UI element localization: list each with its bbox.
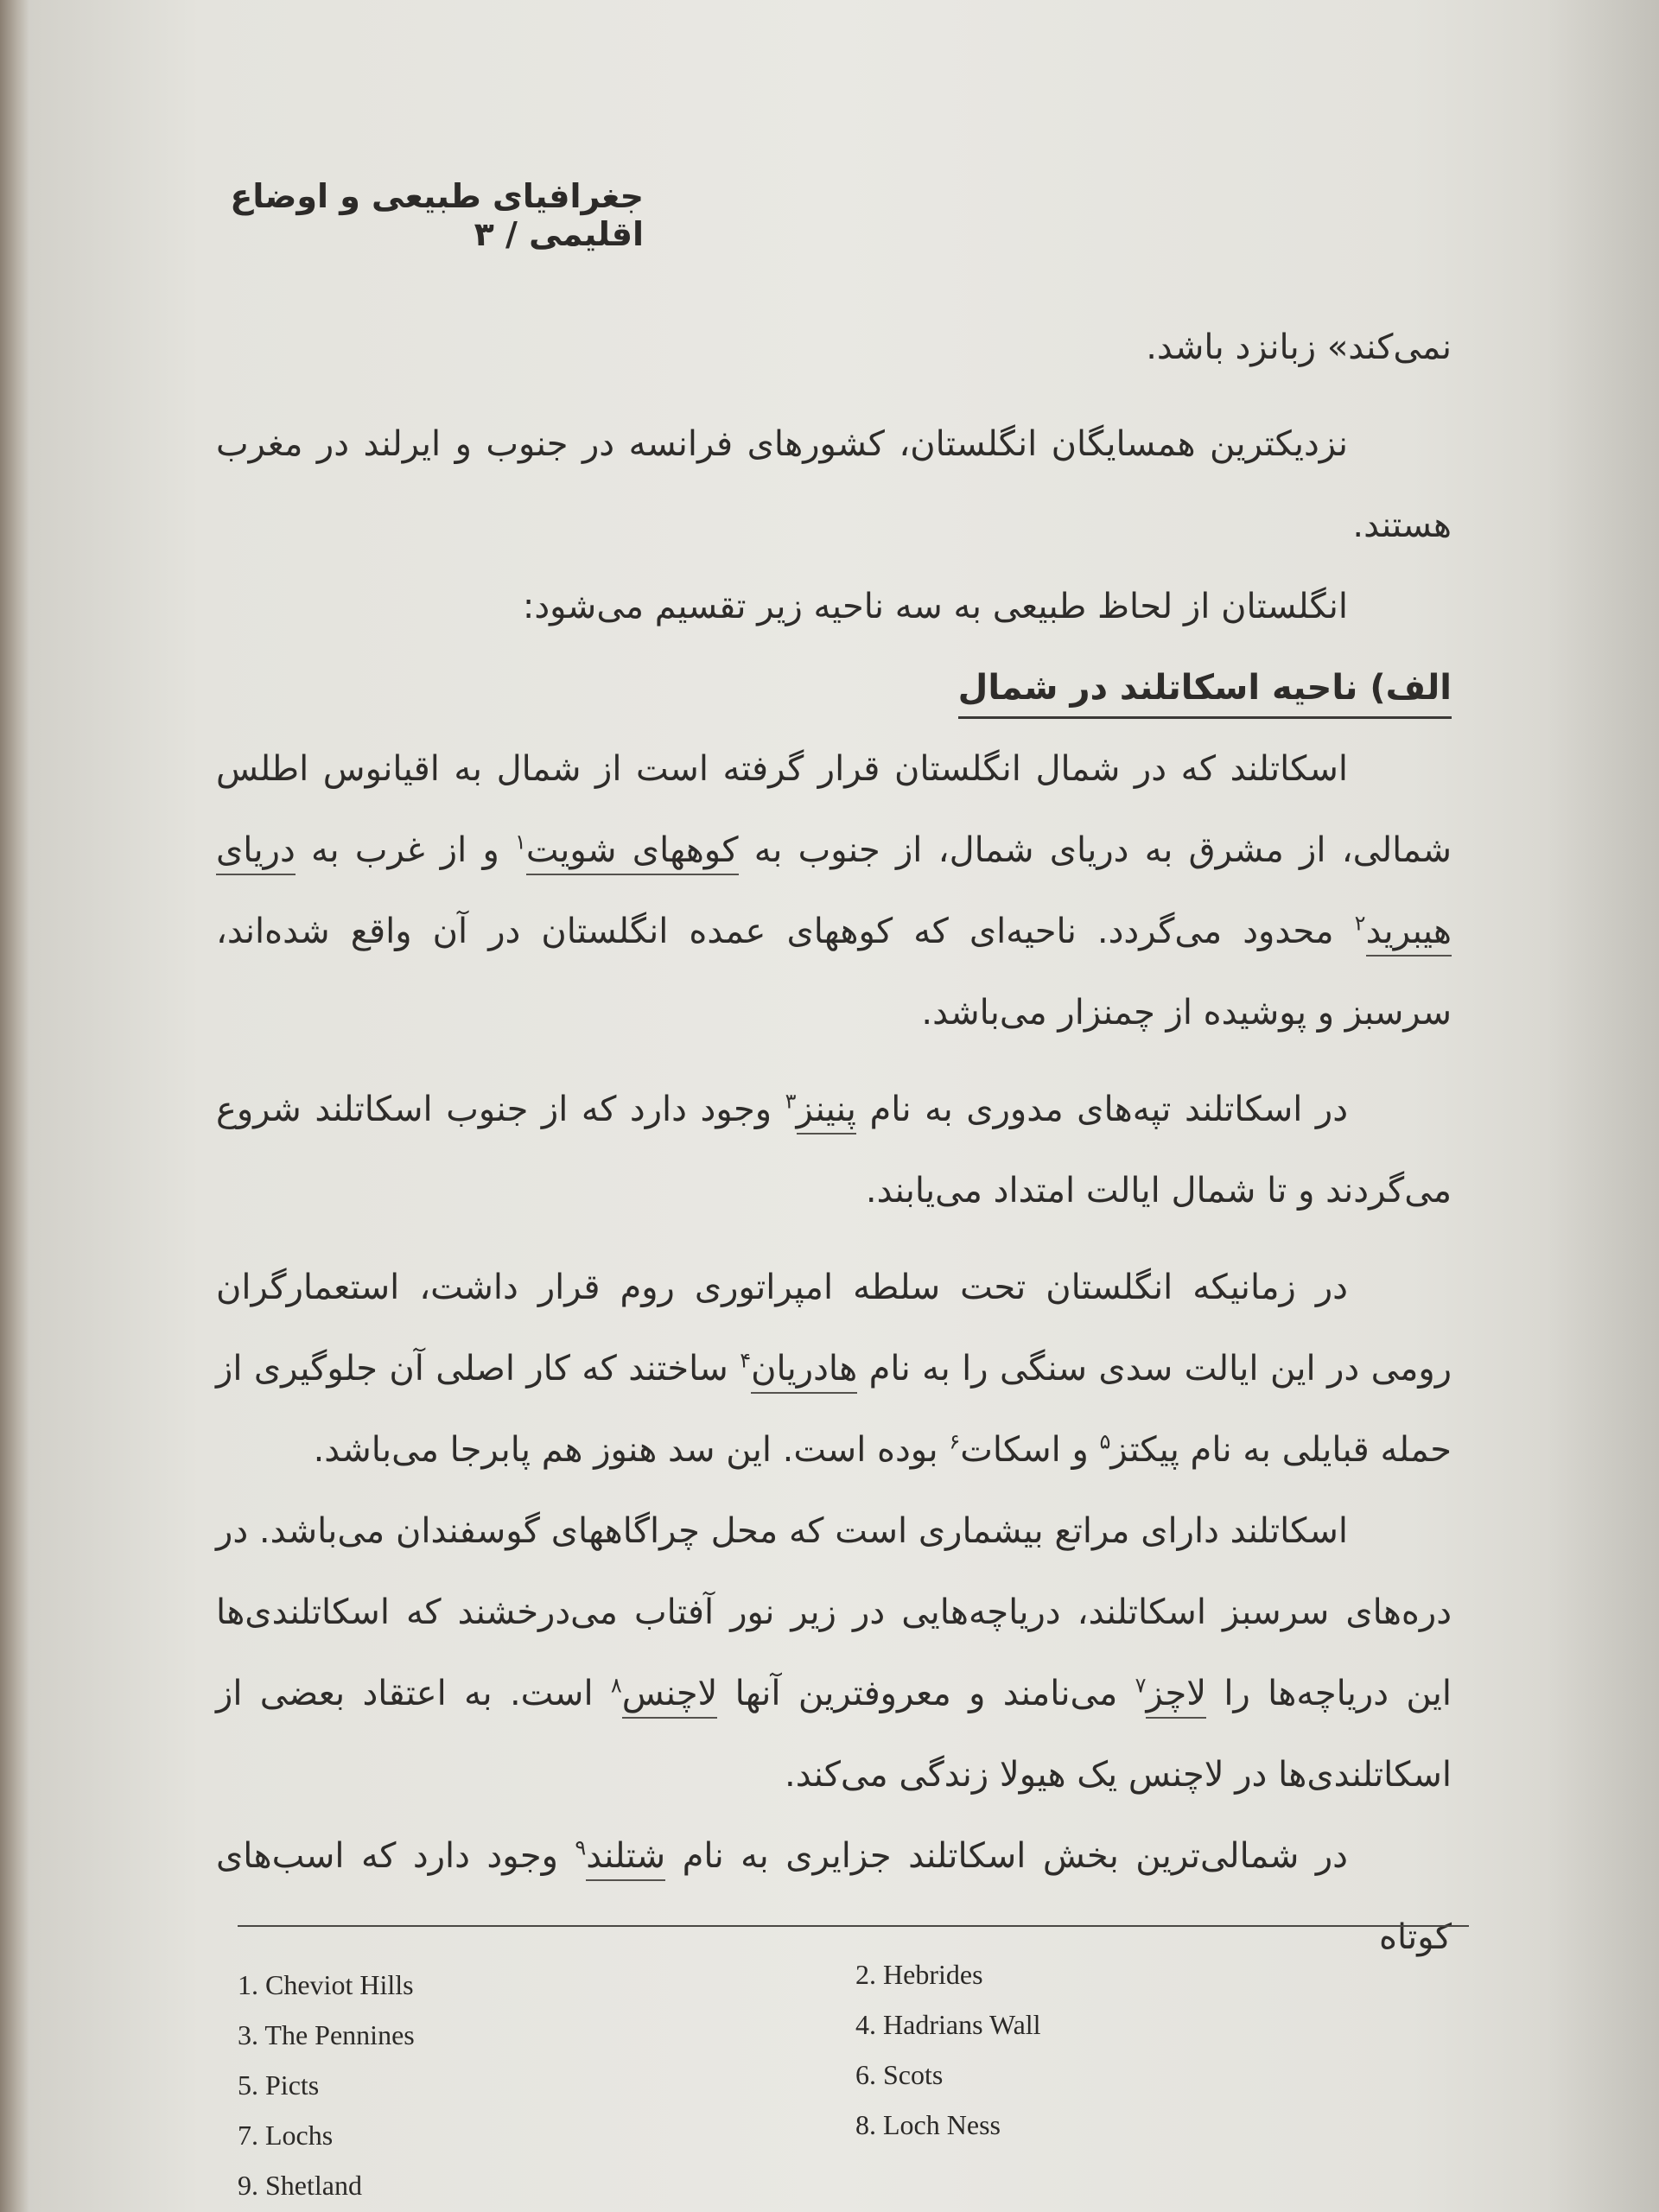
text-run: وجود دارد که اسب‌های کوتاه xyxy=(216,1836,1452,1957)
footnote-ref: ۵ xyxy=(1099,1429,1111,1454)
underlined-term: لاچز xyxy=(1146,1674,1206,1719)
underlined-term: دریای هیبرید xyxy=(216,830,1452,957)
text-run: ساختند که کار اصلی آن جلوگیری از حمله قبایلی به نام پیکتز xyxy=(216,1349,1452,1470)
footnote-ref: ۶ xyxy=(949,1429,961,1454)
text-run: و از غرب به xyxy=(295,830,516,870)
paragraph-6 xyxy=(216,1247,1452,1491)
paragraph-2: نزدیکترین همسایگان انگلستان، کشورهای فرانسه در جنوب و ایرلند در مغرب هستند. xyxy=(216,424,1452,545)
paragraph-1: نمی‌کند» زبانزد باشد. xyxy=(1146,327,1452,367)
text-run: می‌نامند و معروفترین آنها xyxy=(717,1674,1135,1713)
text-run: است. به اعتقاد بعضی از اسکاتلندی‌ها در لاچنس یک هیولا زندگی می‌کند. xyxy=(216,1674,1452,1795)
footnote-ref: ۱ xyxy=(515,830,526,855)
paragraph-3: انگلستان از لحاظ طبیعی به سه ناحیه زیر تقسیم می‌شود: xyxy=(522,587,1348,626)
text-run: در اسکاتلند تپه‌های مدوری به نام xyxy=(855,1090,1349,1129)
page-binding-edge xyxy=(0,0,29,2212)
footnote-ref: ۳ xyxy=(785,1089,797,1114)
footnote-item: 6. Scots xyxy=(855,2059,944,2090)
footnote-item: 3. The Pennines xyxy=(238,2019,415,2050)
footnote-ref: ۷ xyxy=(1135,1673,1147,1698)
running-header: جغرافیای طبیعی و اوضاع اقلیمی / ۳ xyxy=(230,177,644,253)
footnotes-right-column xyxy=(855,1949,1041,2150)
text-run: در شمالی‌ترین بخش اسکاتلند جزایری به نام xyxy=(665,1836,1348,1876)
section-heading xyxy=(216,647,1452,728)
paragraph-4 xyxy=(216,728,1452,1053)
footnote-item: 7. Lochs xyxy=(238,2120,334,2151)
text-run: در زمانیکه انگلستان تحت سلطه امپراتوری روم قرار داشت، استعمارگران رومی در این ایالت سدی سنگی را به نام xyxy=(216,1268,1452,1389)
footnotes-left-column xyxy=(238,1960,415,2210)
text-run: وجود دارد که از جنوب اسکاتلند شروع می‌گردند و تا شمال ایالت امتداد می‌یابند. xyxy=(216,1090,1452,1211)
paragraph-7 xyxy=(216,1491,1452,1815)
footnote-ref: ۴ xyxy=(740,1348,752,1373)
page-shadow xyxy=(1547,0,1659,2212)
main-text xyxy=(216,307,1452,1978)
footnote-item: 9. Shetland xyxy=(238,2170,362,2201)
footnote-item: 1. Cheviot Hills xyxy=(238,1969,414,2000)
footnote-ref: ۹ xyxy=(575,1835,587,1860)
footnote-item: 4. Hadrians Wall xyxy=(855,2009,1041,2040)
underlined-term: شتلند xyxy=(586,1836,665,1881)
footnote-item: 5. Picts xyxy=(238,2069,320,2101)
section-heading-text: الف) ناحیه اسکاتلند در شمال xyxy=(958,668,1452,719)
footnote-item: 8. Loch Ness xyxy=(855,2109,1001,2140)
paragraph-8 xyxy=(216,1815,1452,1978)
underlined-term: کوههای شویت xyxy=(526,830,739,875)
text-run: و اسکات xyxy=(960,1430,1100,1470)
text-run: محدود می‌گردد. ناحیه‌ای که کوههای عمده انگلستان در آن واقع شده‌اند، سرسبز و پوشیده از چمنزار می‌باشد. xyxy=(216,912,1452,1033)
underlined-term: پنینز xyxy=(797,1090,856,1135)
footnote-divider xyxy=(238,1925,1469,1927)
underlined-term: هادریان xyxy=(751,1349,857,1394)
text-run: اسکاتلند که در شمال انگلستان قرار گرفته است از شمال به اقیانوس اطلس شمالی، از مشرق به دریای شمال، از جنوب به xyxy=(216,749,1452,870)
footnote-ref: ۲ xyxy=(1354,911,1366,936)
footnote-item: 2. Hebrides xyxy=(855,1959,983,1990)
text-run: اسکاتلند دارای مراتع بیشماری است که محل چراگاههای گوسفندان می‌باشد. در دره‌های سرسبز اسکاتلند، دریاچه‌هایی در زیر نور آفتاب می‌درخشند که اسکاتلندی‌ها این دریاچه‌ها را xyxy=(216,1511,1452,1713)
underlined-term: لاچنس xyxy=(622,1674,718,1719)
text-run: بوده است. این سد هنوز هم پابرجا می‌باشد. xyxy=(313,1430,950,1470)
paragraph-5 xyxy=(216,1069,1452,1231)
footnote-ref: ۸ xyxy=(610,1673,622,1698)
